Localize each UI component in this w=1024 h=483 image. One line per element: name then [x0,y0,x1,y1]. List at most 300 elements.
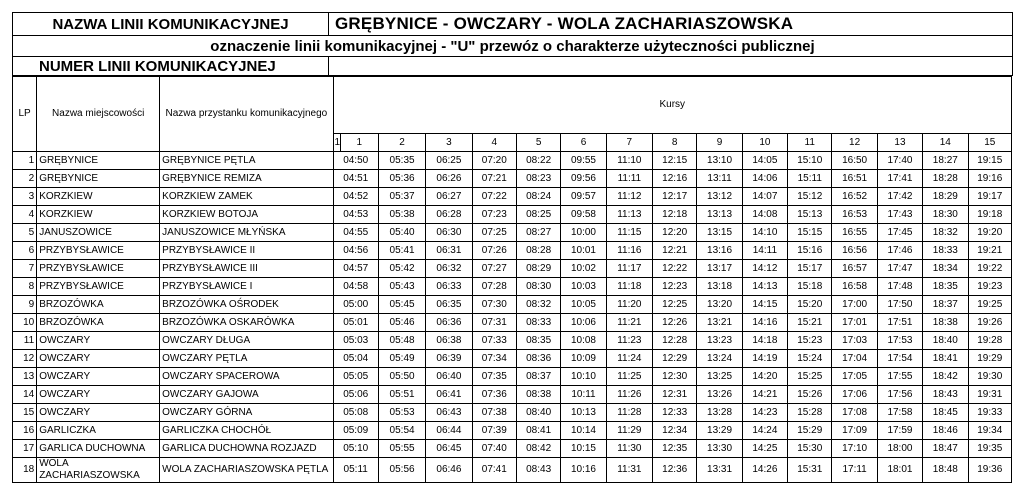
departure-time: 10:15 [561,440,606,458]
departure-time: 15:20 [788,296,832,314]
departure-time: 18:46 [923,422,968,440]
departure-time: 15:30 [788,440,832,458]
departure-time: 19:23 [968,278,1012,296]
table-row [13,332,1012,350]
departure-time: 08:30 [516,278,560,296]
departure-time: 19:20 [968,224,1012,242]
departure-time: 08:24 [516,188,560,206]
departure-time: 17:41 [877,170,922,188]
departure-time: 11:30 [606,440,652,458]
row-lp: 18 [13,458,37,483]
row-locality: BRZOZÓWKA [37,314,160,332]
row-locality: OWCZARY [37,332,160,350]
departure-time: 14:15 [742,296,787,314]
departure-time: 14:08 [742,206,787,224]
departure-time: 10:02 [561,260,606,278]
row-stop: GRĘBYNICE PĘTLA [160,152,333,170]
departure-time: 05:01 [333,314,378,332]
departure-time: 15:24 [788,350,832,368]
departure-time: 11:10 [606,152,652,170]
departure-time: 11:16 [606,242,652,260]
departure-time: 12:34 [653,422,697,440]
departure-time: 06:40 [426,368,472,386]
departure-time: 08:42 [516,440,560,458]
departure-time: 17:54 [877,350,922,368]
departure-time: 05:56 [378,458,425,483]
departure-time: 10:14 [561,422,606,440]
departure-time: 17:01 [832,314,877,332]
departure-time: 17:47 [877,260,922,278]
departure-time: 17:08 [832,404,877,422]
departure-time: 15:17 [788,260,832,278]
departure-time: 07:38 [472,404,516,422]
departure-time: 18:41 [923,350,968,368]
row-lp: 14 [13,386,37,404]
departure-time: 08:40 [516,404,560,422]
row-locality: OWCZARY [37,350,160,368]
row-lp: 1 [13,152,37,170]
departure-time: 07:25 [472,224,516,242]
row-stop: OWCZARY GAJOWA [160,386,333,404]
departure-time: 12:21 [653,242,697,260]
departure-time: 04:53 [333,206,378,224]
row-stop: PRZYBYSŁAWICE I [160,278,333,296]
departure-time: 05:48 [378,332,425,350]
departure-time: 19:26 [968,314,1012,332]
departure-time: 19:21 [968,242,1012,260]
kurs-number: 4 [472,134,516,152]
departure-time: 14:18 [742,332,787,350]
departure-time: 15:11 [788,170,832,188]
departure-time: 04:50 [333,152,378,170]
departure-time: 19:17 [968,188,1012,206]
departure-time: 14:05 [742,152,787,170]
row-lp: 6 [13,242,37,260]
departure-time: 06:25 [426,152,472,170]
departure-time: 11:26 [606,386,652,404]
departure-time: 12:29 [653,350,697,368]
departure-time: 17:56 [877,386,922,404]
departure-time: 11:24 [606,350,652,368]
departure-time: 14:25 [742,440,787,458]
departure-time: 05:38 [378,206,425,224]
departure-time: 07:36 [472,386,516,404]
departure-time: 14:24 [742,422,787,440]
departure-time: 10:03 [561,278,606,296]
table-row [13,278,1012,296]
departure-time: 11:21 [606,314,652,332]
departure-time: 12:16 [653,170,697,188]
departure-time: 15:29 [788,422,832,440]
line-name-label: NAZWA LINII KOMUNIKACYJNEJ [13,13,329,36]
departure-time: 14:23 [742,404,787,422]
departure-time: 18:35 [923,278,968,296]
table-row [13,296,1012,314]
departure-time: 10:05 [561,296,606,314]
row-locality: KORZKIEW [37,188,160,206]
departure-time: 19:25 [968,296,1012,314]
departure-time: 15:28 [788,404,832,422]
departure-time: 13:10 [697,152,742,170]
departure-time: 09:58 [561,206,606,224]
departure-time: 05:54 [378,422,425,440]
kurs-number: 2 [378,134,425,152]
departure-time: 12:25 [653,296,697,314]
departure-time: 19:31 [968,386,1012,404]
row-lp: 12 [13,350,37,368]
departure-time: 14:06 [742,170,787,188]
lp-header: LP [13,77,37,152]
departure-time: 18:37 [923,296,968,314]
row-lp: 2 [13,170,37,188]
row-lp: 8 [13,278,37,296]
row-locality: BRZOZÓWKA [37,296,160,314]
departure-time: 19:15 [968,152,1012,170]
departure-time: 05:41 [378,242,425,260]
stop-header: Nazwa przystanku komunikacyjnego [160,77,333,152]
departure-time: 08:28 [516,242,560,260]
departure-time: 06:36 [426,314,472,332]
departure-time: 14:12 [742,260,787,278]
departure-time: 10:13 [561,404,606,422]
departure-time: 19:28 [968,332,1012,350]
row-lp: 5 [13,224,37,242]
departure-time: 06:27 [426,188,472,206]
departure-time: 11:20 [606,296,652,314]
departure-time: 12:31 [653,386,697,404]
row-stop: GARLICA DUCHOWNA ROZJAZD [160,440,333,458]
departure-time: 15:23 [788,332,832,350]
departure-time: 08:41 [516,422,560,440]
departure-time: 17:48 [877,278,922,296]
departure-time: 07:21 [472,170,516,188]
departure-time: 05:09 [333,422,378,440]
table-row [13,314,1012,332]
kurs-number: 9 [697,134,742,152]
timetable-header [12,12,1013,76]
departure-time: 11:11 [606,170,652,188]
departure-time: 05:06 [333,386,378,404]
departure-time: 07:35 [472,368,516,386]
departure-time: 13:18 [697,278,742,296]
departure-time: 18:29 [923,188,968,206]
row-lp: 4 [13,206,37,224]
departure-time: 16:51 [832,170,877,188]
departure-time: 10:06 [561,314,606,332]
schedule-table [12,76,1012,483]
departure-time: 15:13 [788,206,832,224]
kurs-number: 13 [877,134,922,152]
row-stop: GRĘBYNICE REMIZA [160,170,333,188]
departure-time: 17:00 [832,296,877,314]
table-row [13,422,1012,440]
departure-time: 13:21 [697,314,742,332]
departure-time: 19:34 [968,422,1012,440]
table-row [13,224,1012,242]
departure-time: 18:45 [923,404,968,422]
departure-time: 16:53 [832,206,877,224]
departure-time: 15:12 [788,188,832,206]
departure-time: 15:16 [788,242,832,260]
departure-time: 05:05 [333,368,378,386]
departure-time: 09:55 [561,152,606,170]
departure-time: 11:13 [606,206,652,224]
departure-time: 14:26 [742,458,787,483]
departure-time: 15:21 [788,314,832,332]
departure-time: 05:42 [378,260,425,278]
departure-time: 11:12 [606,188,652,206]
row-lp: 11 [13,332,37,350]
departure-time: 05:36 [378,170,425,188]
departure-time: 16:58 [832,278,877,296]
kurs-number: 3 [426,134,472,152]
departure-time: 12:18 [653,206,697,224]
departure-time: 19:22 [968,260,1012,278]
departure-time: 05:37 [378,188,425,206]
departure-time: 07:41 [472,458,516,483]
departure-time: 05:55 [378,440,425,458]
departure-time: 04:51 [333,170,378,188]
departure-time: 06:35 [426,296,472,314]
departure-time: 13:11 [697,170,742,188]
row-lp: 7 [13,260,37,278]
row-stop: GARLICZKA CHOCHÓŁ [160,422,333,440]
departure-time: 13:15 [697,224,742,242]
departure-time: 14:16 [742,314,787,332]
row-locality: WOLA ZACHARIASZOWSKA [37,458,160,483]
table-row [13,458,1012,483]
row-locality: GARLICA DUCHOWNA [37,440,160,458]
table-row [13,260,1012,278]
departure-time: 19:16 [968,170,1012,188]
departure-time: 12:30 [653,368,697,386]
departure-time: 15:26 [788,386,832,404]
departure-time: 17:43 [877,206,922,224]
departure-time: 14:20 [742,368,787,386]
departure-time: 18:47 [923,440,968,458]
kurs-number: 8 [653,134,697,152]
departure-time: 07:26 [472,242,516,260]
row-locality: OWCZARY [37,404,160,422]
departure-time: 08:29 [516,260,560,278]
departure-time: 10:01 [561,242,606,260]
departure-time: 10:09 [561,350,606,368]
departure-time: 19:33 [968,404,1012,422]
row-locality: GRĘBYNICE [37,170,160,188]
departure-time: 07:22 [472,188,516,206]
departure-time: 06:31 [426,242,472,260]
departure-time: 17:55 [877,368,922,386]
departure-time: 07:28 [472,278,516,296]
departure-time: 12:20 [653,224,697,242]
departure-time: 08:22 [516,152,560,170]
row-lp: 3 [13,188,37,206]
departure-time: 13:17 [697,260,742,278]
line-number-label: NUMER LINII KOMUNIKACYJNEJ [13,57,329,76]
departure-time: 05:11 [333,458,378,483]
row-stop: KORZKIEW ZAMEK [160,188,333,206]
departure-time: 17:59 [877,422,922,440]
departure-time: 08:36 [516,350,560,368]
row-stop: BRZOZÓWKA OŚRODEK [160,296,333,314]
row-stop: KORZKIEW BOTOJA [160,206,333,224]
departure-time: 15:10 [788,152,832,170]
departure-time: 05:50 [378,368,425,386]
row-lp: 16 [13,422,37,440]
departure-time: 18:42 [923,368,968,386]
departure-time: 18:32 [923,224,968,242]
kurs-marker: 1 [333,134,340,152]
departure-time: 06:32 [426,260,472,278]
departure-time: 17:06 [832,386,877,404]
departure-time: 05:45 [378,296,425,314]
departure-time: 08:43 [516,458,560,483]
departure-time: 05:49 [378,350,425,368]
departure-time: 10:08 [561,332,606,350]
kurs-number: 12 [832,134,877,152]
departure-time: 10:00 [561,224,606,242]
kurs-number: 11 [788,134,832,152]
departure-time: 14:10 [742,224,787,242]
departure-time: 05:46 [378,314,425,332]
departure-time: 08:27 [516,224,560,242]
row-stop: OWCZARY PĘTLA [160,350,333,368]
departure-time: 17:53 [877,332,922,350]
kurs-number: 10 [742,134,787,152]
departure-time: 17:42 [877,188,922,206]
row-stop: OWCZARY DŁUGA [160,332,333,350]
departure-time: 11:29 [606,422,652,440]
row-locality: OWCZARY [37,368,160,386]
departure-time: 06:46 [426,458,472,483]
departure-time: 17:04 [832,350,877,368]
departure-time: 19:18 [968,206,1012,224]
kurs-number: 6 [561,134,606,152]
departure-time: 08:38 [516,386,560,404]
row-lp: 15 [13,404,37,422]
departure-time: 06:33 [426,278,472,296]
departure-time: 15:15 [788,224,832,242]
departure-time: 10:11 [561,386,606,404]
departure-time: 14:21 [742,386,787,404]
departure-time: 13:24 [697,350,742,368]
row-lp: 13 [13,368,37,386]
departure-time: 14:11 [742,242,787,260]
departure-time: 07:33 [472,332,516,350]
departure-time: 18:28 [923,170,968,188]
departure-time: 12:22 [653,260,697,278]
row-lp: 10 [13,314,37,332]
departure-time: 06:30 [426,224,472,242]
departure-time: 19:35 [968,440,1012,458]
departure-time: 07:20 [472,152,516,170]
departure-time: 12:15 [653,152,697,170]
departure-time: 19:30 [968,368,1012,386]
schedule-body [13,152,1012,483]
table-row [13,152,1012,170]
departure-time: 06:26 [426,170,472,188]
departure-time: 12:17 [653,188,697,206]
departure-time: 06:44 [426,422,472,440]
departure-time: 12:28 [653,332,697,350]
departure-time: 13:23 [697,332,742,350]
departure-time: 16:57 [832,260,877,278]
departure-time: 16:52 [832,188,877,206]
departure-time: 13:28 [697,404,742,422]
departure-time: 18:43 [923,386,968,404]
departure-time: 14:19 [742,350,787,368]
kurs-number: 14 [923,134,968,152]
kursy-header: Kursy [333,77,1011,134]
table-row [13,404,1012,422]
kurs-number: 1 [340,134,378,152]
departure-time: 07:30 [472,296,516,314]
departure-time: 17:05 [832,368,877,386]
departure-time: 17:03 [832,332,877,350]
departure-time: 04:56 [333,242,378,260]
departure-time: 18:27 [923,152,968,170]
departure-time: 13:26 [697,386,742,404]
table-row [13,242,1012,260]
departure-time: 04:58 [333,278,378,296]
row-stop: OWCZARY SPACEROWA [160,368,333,386]
departure-time: 19:29 [968,350,1012,368]
table-row [13,350,1012,368]
departure-time: 13:20 [697,296,742,314]
departure-time: 16:56 [832,242,877,260]
departure-time: 05:43 [378,278,425,296]
departure-time: 12:33 [653,404,697,422]
departure-time: 06:39 [426,350,472,368]
table-row [13,440,1012,458]
departure-time: 11:17 [606,260,652,278]
departure-time: 07:23 [472,206,516,224]
departure-time: 05:04 [333,350,378,368]
table-row [13,170,1012,188]
row-locality: KORZKIEW [37,206,160,224]
row-locality: OWCZARY [37,386,160,404]
departure-time: 10:10 [561,368,606,386]
departure-time: 07:34 [472,350,516,368]
table-row [13,368,1012,386]
departure-time: 12:23 [653,278,697,296]
departure-time: 07:39 [472,422,516,440]
row-locality: PRZYBYSŁAWICE [37,242,160,260]
departure-time: 18:38 [923,314,968,332]
table-row [13,188,1012,206]
departure-time: 15:31 [788,458,832,483]
departure-time: 17:10 [832,440,877,458]
departure-time: 13:16 [697,242,742,260]
departure-time: 17:40 [877,152,922,170]
table-row [13,206,1012,224]
departure-time: 08:33 [516,314,560,332]
line-description: oznaczenie linii komunikacyjnej - "U" przewóz o charakterze użyteczności publicznej [13,36,1013,57]
departure-time: 18:33 [923,242,968,260]
departure-time: 18:40 [923,332,968,350]
row-stop: JANUSZOWICE MŁYŃSKA [160,224,333,242]
departure-time: 11:23 [606,332,652,350]
departure-time: 18:01 [877,458,922,483]
departure-time: 11:18 [606,278,652,296]
departure-time: 08:35 [516,332,560,350]
row-locality: GRĘBYNICE [37,152,160,170]
row-stop: PRZYBYSŁAWICE III [160,260,333,278]
row-stop: WOLA ZACHARIASZOWSKA PĘTLA [160,458,333,483]
departure-time: 17:51 [877,314,922,332]
departure-time: 18:34 [923,260,968,278]
departure-time: 16:55 [832,224,877,242]
